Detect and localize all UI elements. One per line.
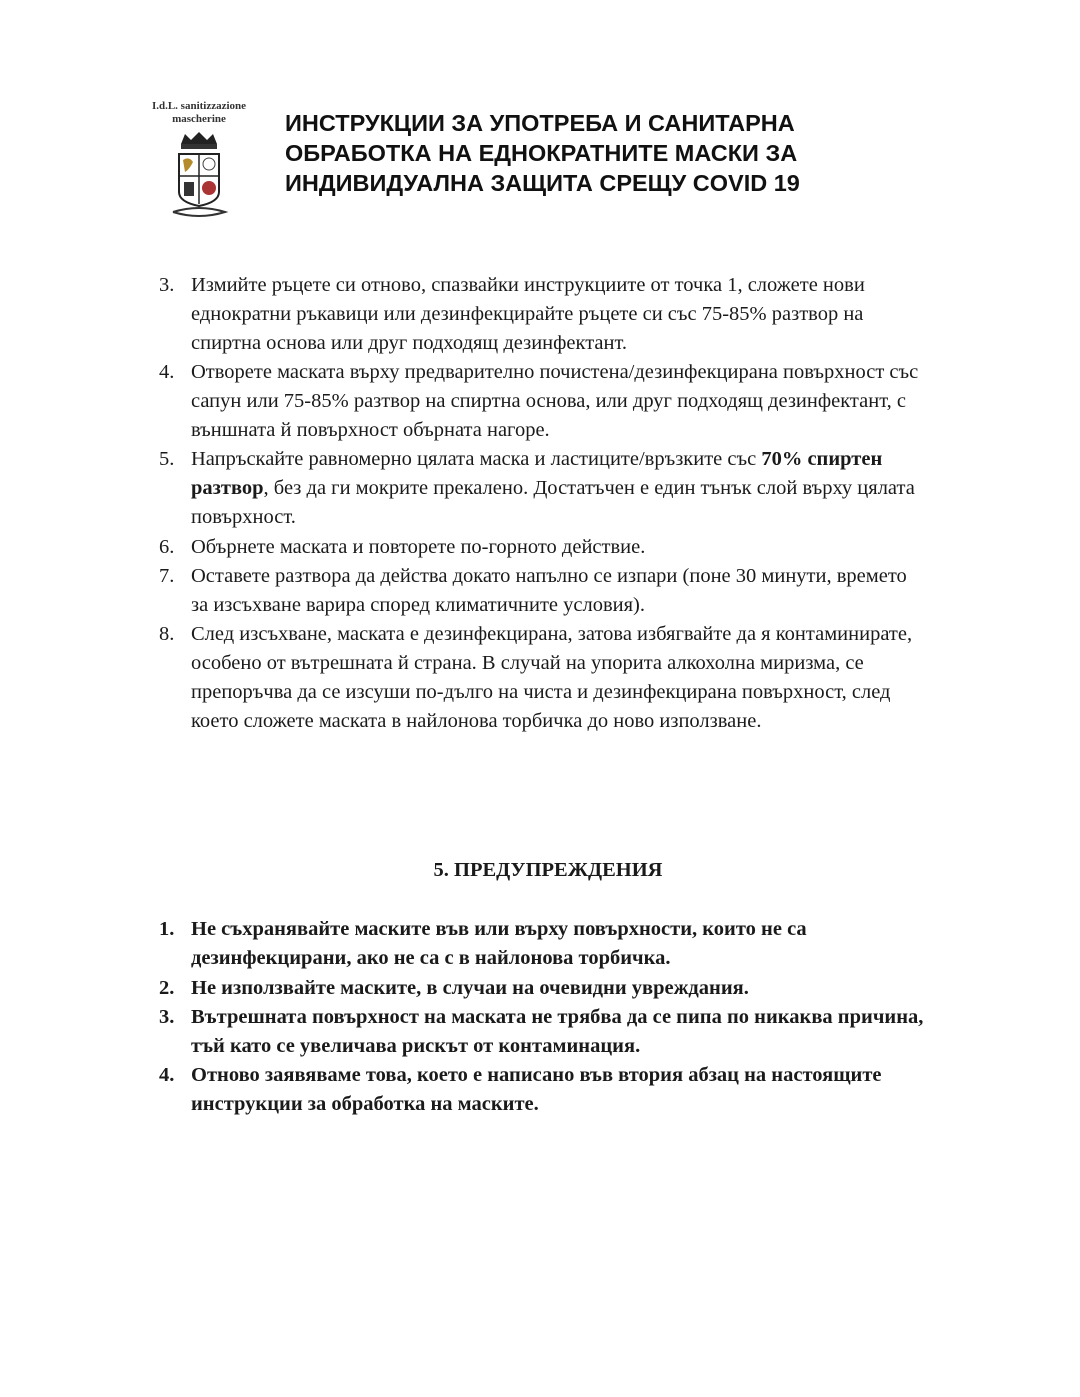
logo-text-1: I.d.L. sanitizzazione [151,100,247,112]
step-7-line: за изсъхване варира според климатичните условия). [191,594,645,616]
warning-number: 4. [159,1064,175,1086]
emphasis: разтвор [191,477,264,499]
step-5-line: повърхност. [191,506,296,528]
warning-line: Не съхранявайте маските във или върху повърхности, които не са [191,918,807,940]
step-7-line: Оставете разтвора да действа докато напълно се изпари (поне 30 минути, времето [191,565,907,587]
warning-number: 1. [159,918,175,940]
text: Напръскайте равномерно цялата маска и ластиците/връзките със [191,448,762,470]
warning-line: Не използвайте маските, в случаи на очевидни увреждания. [191,977,749,999]
step-3-line: Измийте ръцете си отново, спазвайки инструкциите от точка 1, сложете нови [191,274,865,296]
document-title [285,108,800,198]
coat-of-arms-icon [159,130,239,220]
text: , без да ги мокрите прекалено. Достатъчен е един тънък слой върху цялата [263,477,915,499]
section-heading: 5. ПРЕДУПРЕЖДЕНИЯ [433,859,663,881]
step-5-line [191,474,915,503]
title-line: ОБРАБОТКА НА ЕДНОКРАТНИТЕ МАСКИ ЗА [285,140,798,166]
step-number: 5. [159,448,175,470]
warning-line: дезинфекцирани, ако не са с в найлонова торбичка. [191,947,671,969]
step-4-line: Отворете маската върху предварително почистена/дезинфекцирана повърхност със [191,361,919,383]
warning-line: Отново заявяваме това, което е написано във втория абзац на настоящите [191,1064,882,1086]
step-4-line: сапун или 75-85% разтвор на спиртна основа, или друг подходящ дезинфектант, с [191,390,906,412]
step-8-line: След изсъхване, маската е дезинфекцирана, затова избягвайте да я контаминирате, [191,623,913,645]
logo [143,100,255,220]
step-8-line: особено от вътрешната й страна. В случай на упорита алкохолна миризма, се [191,652,864,674]
step-number: 7. [159,565,175,587]
step-3-line: спиртна основа или друг подходящ дезинфектант. [191,332,628,354]
step-8-line: препоръчва да се изсуши по-дълго на чиста и дезинфекцирана повърхност, след [191,681,891,703]
step-4-line: външната й повърхност обърната нагоре. [191,419,550,441]
step-3-line: еднократни ръкавици или дезинфекцирайте ръцете си със 75-85% разтвор на [191,303,864,325]
logo-text-2: mascherine [172,113,226,125]
emphasis: 70% спиртен [761,448,883,470]
warning-line: инструкции за обработка на маските. [191,1093,539,1115]
step-6-line: Обърнете маската и повторете по-горното действие. [191,536,646,558]
warning-number: 3. [159,1006,175,1028]
warning-number: 2. [159,977,175,999]
step-number: 3. [159,274,175,296]
step-8-line: което сложете маската в найлонова торбичка до ново използване. [191,710,762,732]
title-line: ИНСТРУКЦИИ ЗА УПОТРЕБА И САНИТАРНА [285,110,795,136]
step-number: 4. [159,361,175,383]
warning-line: тъй като се увеличава рискът от контаминация. [191,1035,641,1057]
warning-line: Вътрешната повърхност на маската не трябва да се пипа по никаква причина, [191,1006,924,1028]
step-number: 8. [159,623,175,645]
step-5-line [191,445,882,474]
step-number: 6. [159,536,175,558]
title-line: ИНДИВИДУАЛНА ЗАЩИТА СРЕЩУ COVID 19 [285,170,800,196]
